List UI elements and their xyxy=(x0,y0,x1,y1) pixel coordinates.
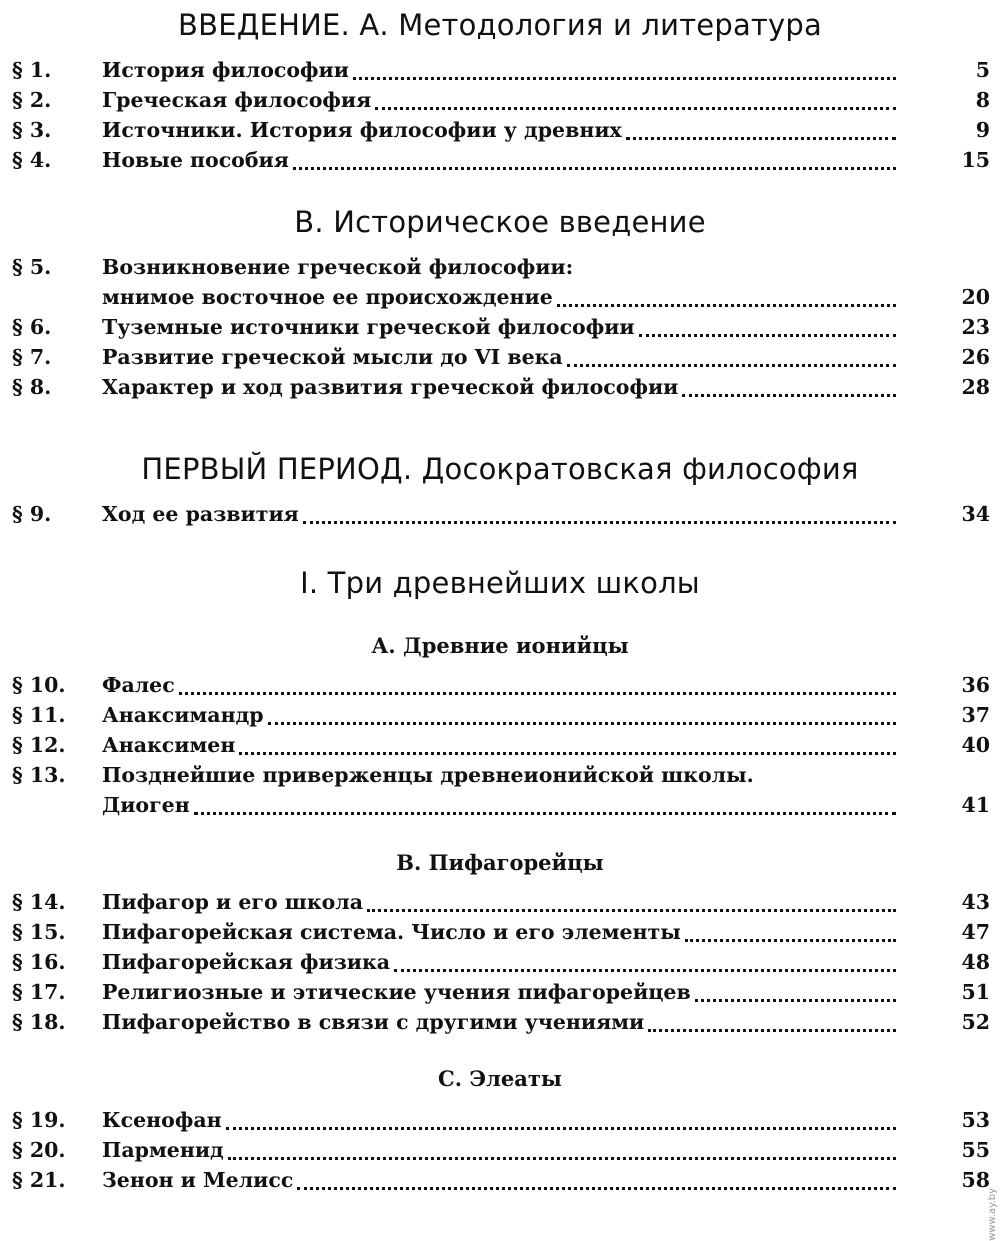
section-number: § 4. xyxy=(12,148,52,172)
section-number: § 18. xyxy=(12,1010,66,1034)
toc-entry-1 xyxy=(12,58,990,88)
leader-dots xyxy=(228,1138,896,1160)
section-title: Ксенофан xyxy=(102,1108,222,1132)
page-number: 43 xyxy=(961,890,990,914)
leader-dots xyxy=(375,88,896,110)
toc-entry-13-line1 xyxy=(12,763,754,787)
leader-dots xyxy=(367,890,896,912)
toc-entry-4 xyxy=(12,148,990,178)
toc-entry-9 xyxy=(12,502,990,532)
section-title: Источники. История философии у древних xyxy=(102,118,622,142)
page-number: 28 xyxy=(961,375,990,399)
page-number: 41 xyxy=(961,793,990,817)
page-number: 48 xyxy=(961,950,990,974)
page-number: 58 xyxy=(961,1168,990,1192)
toc-entry-5-line1 xyxy=(12,255,574,279)
leader-dots xyxy=(226,1108,896,1130)
toc-entry-20 xyxy=(12,1138,990,1168)
leader-dots xyxy=(648,1010,896,1032)
toc-entry-12 xyxy=(12,733,990,763)
page-number: 37 xyxy=(961,703,990,727)
page-number: 55 xyxy=(961,1138,990,1162)
section-number: § 20. xyxy=(12,1138,66,1162)
section-title: Зенон и Мелисс xyxy=(102,1168,294,1192)
toc-entry-11 xyxy=(12,703,990,733)
leader-dots xyxy=(353,58,896,80)
toc-entry-2 xyxy=(12,88,990,118)
page-number: 8 xyxy=(975,88,990,112)
toc-entry-8 xyxy=(12,375,990,405)
section-title: Анаксимандр xyxy=(102,703,264,727)
page-number: 26 xyxy=(961,345,990,369)
section-title: Парменид xyxy=(102,1138,224,1162)
page-number: 5 xyxy=(975,58,990,82)
toc-entry-14 xyxy=(12,890,990,920)
section-number: § 8. xyxy=(12,375,52,399)
page-number: 36 xyxy=(961,673,990,697)
section-number: § 3. xyxy=(12,118,52,142)
toc-entry-18 xyxy=(12,1010,990,1040)
heading-pythagoreans: В. Пифагорейцы xyxy=(396,850,604,875)
leader-dots xyxy=(303,502,896,524)
leader-dots xyxy=(194,793,896,815)
toc-entry-7 xyxy=(12,345,990,375)
section-number: § 15. xyxy=(12,920,66,944)
section-title: Новые пособия xyxy=(102,148,289,172)
section-number: § 21. xyxy=(12,1168,66,1192)
leader-dots xyxy=(239,733,896,755)
toc-entry-17 xyxy=(12,980,990,1010)
toc-entry-19 xyxy=(12,1108,990,1138)
leader-dots xyxy=(639,315,896,337)
leader-dots xyxy=(685,920,896,942)
page-number: 47 xyxy=(961,920,990,944)
section-number: § 16. xyxy=(12,950,66,974)
page-number: 15 xyxy=(961,148,990,172)
section-title: Развитие греческой мысли до VI века xyxy=(102,345,563,369)
section-title: Пифагорейская физика xyxy=(102,950,391,974)
section-number: § 12. xyxy=(12,733,66,757)
heading-ionians: А. Древние ионийцы xyxy=(371,633,629,658)
section-number: § 13. xyxy=(12,763,66,787)
toc-entry-21 xyxy=(12,1168,990,1198)
leader-dots xyxy=(297,1168,896,1190)
section-title: Греческая философия xyxy=(102,88,372,112)
section-title: Фалес xyxy=(102,673,175,697)
section-title: Религиозные и этические учения пифагорейцев xyxy=(102,980,691,1004)
section-title: История философии xyxy=(102,58,349,82)
toc-entry-16 xyxy=(12,950,990,980)
leader-dots xyxy=(557,285,896,307)
section-number: § 14. xyxy=(12,890,66,914)
leader-dots xyxy=(293,148,896,170)
section-number: § 1. xyxy=(12,58,52,82)
heading-historical-intro: В. Историческое введение xyxy=(294,205,706,239)
leader-dots xyxy=(567,345,896,367)
section-number: § 10. xyxy=(12,673,66,697)
section-title-line1: Возникновение греческой философии: xyxy=(102,255,574,279)
section-title: Диоген xyxy=(102,793,190,817)
heading-eleatics: С. Элеаты xyxy=(438,1066,562,1091)
section-number: § 9. xyxy=(12,502,52,526)
leader-dots xyxy=(394,950,896,972)
page-number: 23 xyxy=(961,315,990,339)
heading-first-period: ПЕРВЫЙ ПЕРИОД. Досократовская философия xyxy=(141,452,859,486)
heading-introduction: ВВЕДЕНИЕ. А. Методология и литература xyxy=(178,8,822,42)
section-number: § 5. xyxy=(12,255,52,279)
toc-entry-15 xyxy=(12,920,990,950)
section-title: Анаксимен xyxy=(102,733,236,757)
section-title: Пифагор и его школа xyxy=(102,890,364,914)
section-number: § 6. xyxy=(12,315,52,339)
heading-three-schools: I. Три древнейших школы xyxy=(300,566,700,600)
leader-dots xyxy=(695,980,896,1002)
leader-dots xyxy=(626,118,896,140)
page-number: 53 xyxy=(961,1108,990,1132)
toc-entry-10 xyxy=(12,673,990,703)
toc-entry-5 xyxy=(12,285,990,315)
page-number: 52 xyxy=(961,1010,990,1034)
section-number: § 7. xyxy=(12,345,52,369)
leader-dots xyxy=(179,673,896,695)
section-title: Пифагорейская система. Число и его элементы xyxy=(102,920,681,944)
page-number: 51 xyxy=(961,980,990,1004)
toc-entry-13 xyxy=(12,793,990,823)
toc-entry-3 xyxy=(12,118,990,148)
section-number: § 17. xyxy=(12,980,66,1004)
section-number: § 2. xyxy=(12,88,52,112)
toc-entry-6 xyxy=(12,315,990,345)
page-number: 34 xyxy=(961,502,990,526)
section-title: Туземные источники греческой философии xyxy=(102,315,635,339)
section-title: мнимое восточное ее происхождение xyxy=(102,285,553,309)
page-number: 9 xyxy=(975,118,990,142)
page-number: 20 xyxy=(961,285,990,309)
section-number: § 19. xyxy=(12,1108,66,1132)
section-title: Характер и ход развития греческой философии xyxy=(102,375,679,399)
leader-dots xyxy=(268,703,896,725)
page-number: 40 xyxy=(961,733,990,757)
leader-dots xyxy=(682,375,896,397)
section-number: § 11. xyxy=(12,703,66,727)
section-title: Пифагорейство в связи с другими учениями xyxy=(102,1010,645,1034)
section-title: Ход ее развития xyxy=(102,502,299,526)
watermark: www.ay.by xyxy=(987,1188,998,1241)
section-title-line1: Позднейшие приверженцы древнеионийской школы. xyxy=(102,763,754,787)
